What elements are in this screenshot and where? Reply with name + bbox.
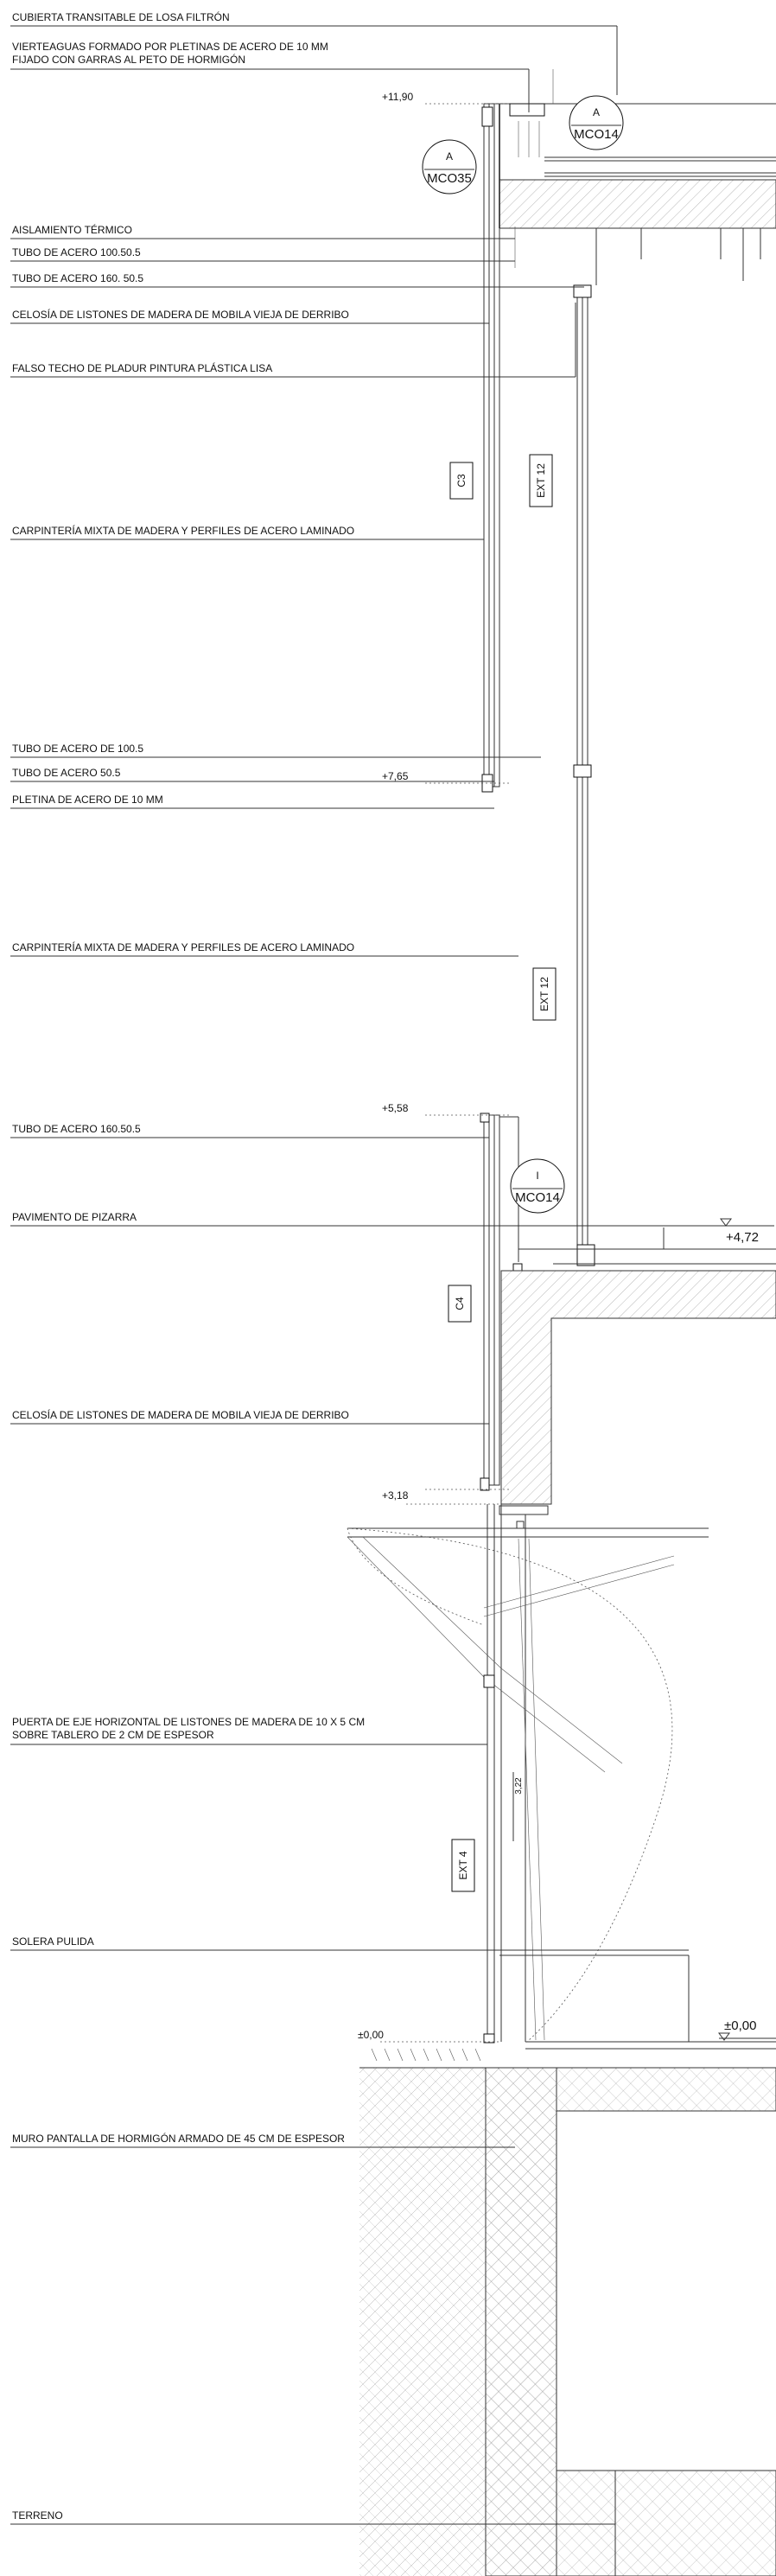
bubble-i-mco14 bbox=[511, 1159, 564, 1213]
ground-floor bbox=[347, 1504, 776, 2061]
note-steel-tube-160: TUBO DE ACERO 160. 50.5 bbox=[12, 272, 144, 284]
note-mixed-carpentry-1: CARPINTERÍA MIXTA DE MADERA Y PERFILES DE ACERO LAMINADO bbox=[12, 525, 355, 537]
level-ground-right: ±0,00 bbox=[724, 2018, 757, 2033]
level-ground-marker bbox=[719, 2033, 729, 2040]
tag-c4 bbox=[448, 1285, 471, 1322]
bubble-a-mco35-top: A bbox=[445, 150, 454, 163]
note-steel-tube-50: TUBO DE ACERO 50.5 bbox=[12, 767, 121, 779]
note-polished-floor: SOLERA PULIDA bbox=[12, 1935, 94, 1948]
level-ground-left: ±0,00 bbox=[358, 2029, 384, 2041]
bubble-i-mco14-top: I bbox=[536, 1170, 539, 1182]
note-roof-finish: CUBIERTA TRANSITABLE DE LOSA FILTRÓN bbox=[12, 11, 230, 23]
note-steel-tube-100: TUBO DE ACERO 100.50.5 bbox=[12, 246, 141, 258]
note-steel-plate: PLETINA DE ACERO DE 10 MM bbox=[12, 794, 163, 806]
tag-c3-label: C3 bbox=[455, 474, 468, 488]
note-flashing: VIERTEAGUAS FORMADO POR PLETINAS DE ACERO DE 10 MM bbox=[12, 41, 328, 53]
bubble-a-mco35-bottom: MCO35 bbox=[427, 171, 472, 186]
note-pivot-door: PUERTA DE EJE HORIZONTAL DE LISTONES DE MADERA DE 10 X 5 CM bbox=[12, 1716, 366, 1728]
note-flashing-line2: FIJADO CON GARRAS AL PETO DE HORMIGÓN bbox=[12, 54, 246, 66]
note-ground: TERRENO bbox=[12, 2509, 63, 2522]
level-roof: +11,90 bbox=[382, 91, 414, 103]
note-steel-tube-160-b: TUBO DE ACERO 160.50.5 bbox=[12, 1123, 141, 1135]
level-558: +5,58 bbox=[382, 1102, 409, 1114]
note-slate-floor: PAVIMENTO DE PIZARRA bbox=[12, 1211, 137, 1223]
note-pivot-door-line2: SOBRE TABLERO DE 2 CM DE ESPESOR bbox=[12, 1729, 214, 1741]
mid-floor bbox=[425, 1113, 776, 1504]
note-wood-lattice-1: CELOSÍA DE LISTONES DE MADERA DE MOBILA VIEJA DE DERRIBO bbox=[12, 309, 349, 321]
foundation bbox=[359, 2068, 776, 2576]
tag-ext12-lower bbox=[533, 968, 556, 1020]
level-472-marker bbox=[721, 1219, 731, 1226]
upper-facade bbox=[425, 69, 591, 1264]
tag-ext12-upper-label: EXT 12 bbox=[535, 463, 547, 498]
annotations bbox=[12, 10, 365, 2522]
bubble-i-mco14-bottom: MCO14 bbox=[515, 1190, 560, 1205]
tag-ext4-label: EXT 4 bbox=[457, 1851, 469, 1880]
note-insulation: AISLAMIENTO TÉRMICO bbox=[12, 224, 132, 236]
roof-slab bbox=[499, 104, 776, 285]
door-height-dimension bbox=[514, 1777, 524, 1795]
tag-c4-label: C4 bbox=[454, 1297, 466, 1310]
level-472: +4,72 bbox=[726, 1230, 759, 1245]
level-marks bbox=[358, 91, 759, 2041]
bubble-a-mco14 bbox=[569, 96, 623, 150]
bubble-a-mco14-bottom: MCO14 bbox=[574, 127, 619, 142]
note-steel-tube-100-5: TUBO DE ACERO DE 100.5 bbox=[12, 743, 144, 755]
note-mixed-carpentry-2: CARPINTERÍA MIXTA DE MADERA Y PERFILES DE ACERO LAMINADO bbox=[12, 941, 355, 953]
door-height-value: 3,22 bbox=[514, 1777, 524, 1795]
note-false-ceiling: FALSO TECHO DE PLADUR PINTURA PLÁSTICA LISA bbox=[12, 362, 273, 374]
detail-bubbles bbox=[423, 96, 623, 1213]
bubble-a-mco14-top: A bbox=[592, 106, 601, 118]
tag-ext4 bbox=[452, 1840, 474, 1891]
level-318: +3,18 bbox=[382, 1489, 409, 1502]
tag-c3 bbox=[450, 462, 473, 499]
level-765: +7,65 bbox=[382, 770, 409, 782]
bubble-a-mco35 bbox=[423, 140, 476, 194]
note-wood-lattice-2: CELOSÍA DE LISTONES DE MADERA DE MOBILA VIEJA DE DERRIBO bbox=[12, 1409, 349, 1421]
tag-ext12-lower-label: EXT 12 bbox=[538, 977, 550, 1011]
grass-strip bbox=[372, 2049, 480, 2061]
note-retaining-wall: MURO PANTALLA DE HORMIGÓN ARMADO DE 45 CM DE ESPESOR bbox=[12, 2133, 345, 2145]
tag-ext12-upper bbox=[530, 455, 552, 507]
